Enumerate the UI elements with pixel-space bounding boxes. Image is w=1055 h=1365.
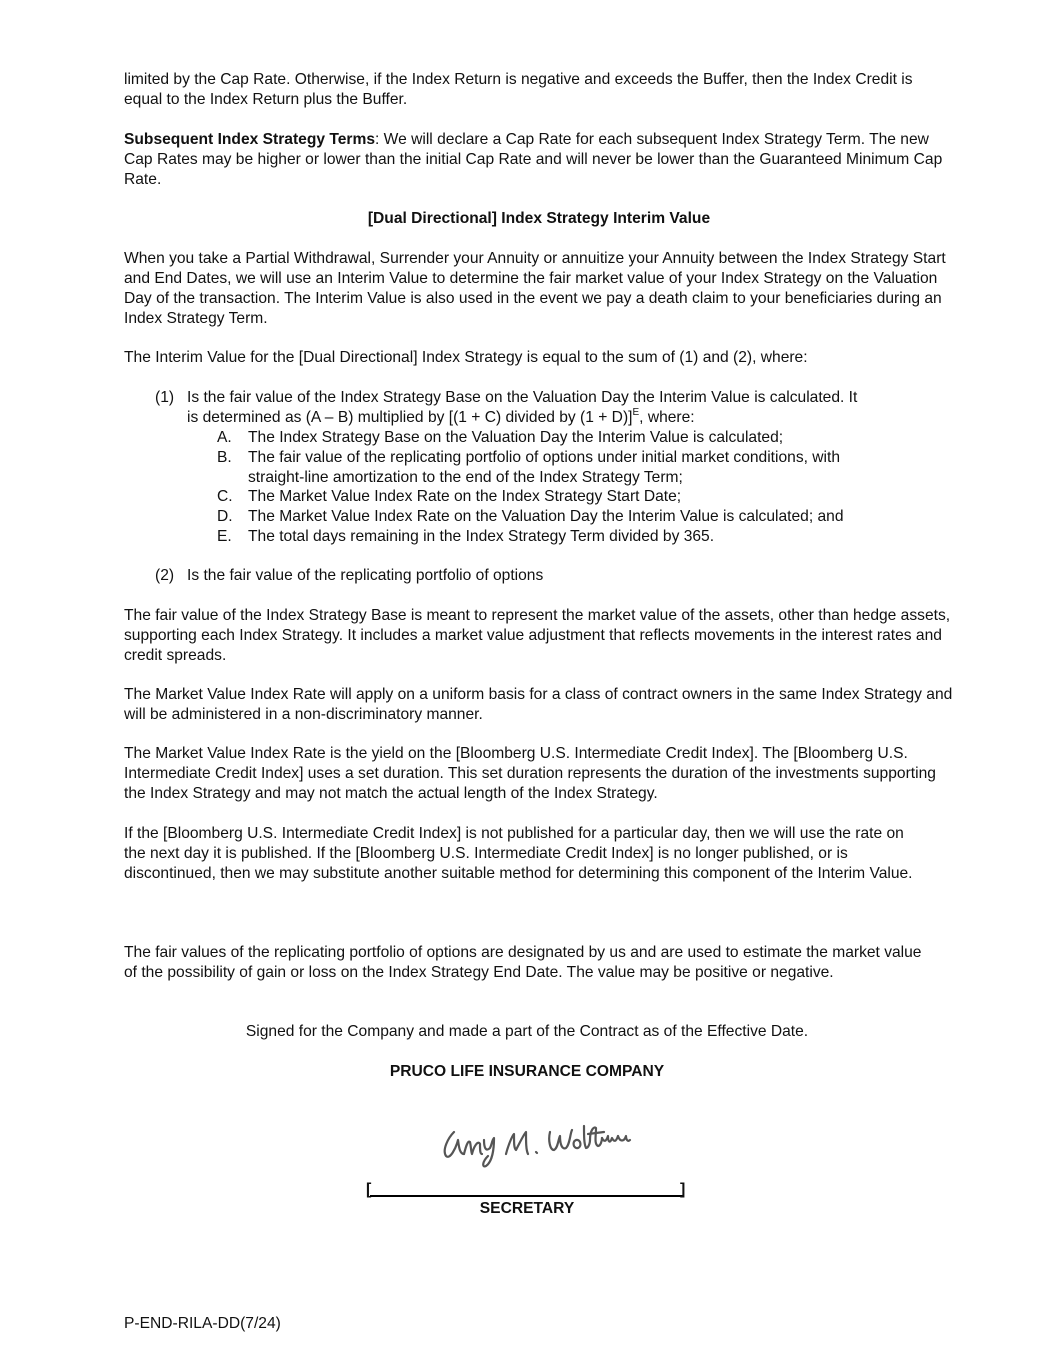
formula-exponent: E: [632, 406, 640, 418]
sub-item-text: The total days remaining in the Index Strategy Term divided by 365.: [248, 528, 715, 545]
subsequent-terms-text: : We will declare a Cap Rate for each subsequent Index Strategy Term. The new Cap Rates may be higher or lower than the initial Cap Rate and will never be lower than the Guaranteed Minimum Cap Rate.: [124, 131, 943, 188]
sub-item-letter: E.: [217, 528, 232, 545]
list-item-1-number: (1): [155, 389, 175, 406]
sub-item-text: The Market Value Index Rate on the Index Strategy Start Date;: [248, 488, 682, 505]
intro-paragraph: limited by the Cap Rate. Otherwise, if the Index Return is negative and exceeds the Buffer, then the Index Credit is equal to the Index Return plus the Buffer.: [124, 71, 913, 108]
formula-suffix: , where:: [639, 409, 695, 426]
sub-item-letter: C.: [217, 488, 233, 505]
list-item-1-line1: Is the fair value of the Index Strategy Base on the Valuation Day the Interim Value is calculated. It: [187, 389, 858, 406]
index-not-published-paragraph: If the [Bloomberg U.S. Intermediate Credit Index] is not published for a particular day, then we will use the rate on the next day it is published. If the [Bloomberg U.S. Intermediate Credit Index] is no longer published, or is discontinued, then we may substitute another suitable method for determining this component of the Interim Value.: [124, 825, 913, 882]
list-item-1-line2: [187, 408, 695, 428]
list-item-2-number: (2): [155, 567, 175, 584]
signatory-title: SECRETARY: [479, 1200, 575, 1217]
signature-line: [370, 1181, 684, 1197]
signature-bracket-close: ]: [680, 1181, 686, 1198]
interim-value-paragraph: When you take a Partial Withdrawal, Surrender your Annuity or annuitize your Annuity between the Index Strategy Start and End Dates, we will use an Interim Value to determine the fair market value of your Index Strategy on the Valuation Day of the transaction. The Interim Value is also used in the event we pay a death claim to your beneficiaries during an Index Strategy Term.: [124, 250, 946, 327]
index-rate-yield-paragraph: The Market Value Index Rate is the yield on the [Bloomberg U.S. Intermediate Credit Index]. The [Bloomberg U.S. Intermediate Credit Index] uses a set duration. This set duration represents the duration of the investments supporting the Index Strategy and may not match the actual length of the Index Strategy.: [124, 745, 936, 802]
sub-item-letter: B.: [217, 449, 232, 466]
sub-item-text: The Index Strategy Base on the Valuation Day the Interim Value is calculated;: [248, 429, 784, 446]
company-name: PRUCO LIFE INSURANCE COMPANY: [389, 1063, 665, 1080]
signature-image: [438, 1118, 634, 1170]
section-heading: [Dual Directional] Index Strategy Interim Value: [367, 210, 711, 227]
subsequent-terms-label: Subsequent Index Strategy Terms: [124, 131, 376, 148]
list-item-2-text: Is the fair value of the replicating portfolio of options: [187, 567, 544, 584]
options-fair-value-paragraph: The fair values of the replicating portfolio of options are designated by us and are used to estimate the market value of the possibility of gain or loss on the Index Strategy End Date. The value may be positive or negative.: [124, 944, 922, 981]
uniform-basis-paragraph: The Market Value Index Rate will apply on a uniform basis for a class of contract owners in the same Index Strategy and will be administered in a non-discriminatory manner.: [124, 686, 953, 723]
sub-item-letter: D.: [217, 508, 233, 525]
sub-item-text: The fair value of the replicating portfolio of options under initial market conditions, with: [248, 449, 841, 466]
sub-item-text-continued: straight-line amortization to the end of the Index Strategy Term;: [248, 469, 683, 486]
interim-sum-paragraph: The Interim Value for the [Dual Directional] Index Strategy is equal to the sum of (1) and (2), where:: [124, 349, 808, 366]
sub-item-text: The Market Value Index Rate on the Valuation Day the Interim Value is calculated; and: [248, 508, 844, 525]
signed-statement: Signed for the Company and made a part of the Contract as of the Effective Date.: [245, 1023, 809, 1040]
sub-item-letter: A.: [217, 429, 232, 446]
fair-value-paragraph: The fair value of the Index Strategy Base is meant to represent the market value of the assets, other than hedge assets, supporting each Index Strategy. It includes a market value adjustment that reflects movements in the interest rates and credit spreads.: [124, 607, 951, 664]
signature-bracket-open: [: [366, 1181, 372, 1198]
formula-text: is determined as (A – B) multiplied by [(1 + C) divided by (1 + D)]: [187, 409, 633, 426]
form-number: P-END-RILA-DD(7/24): [124, 1315, 281, 1332]
subsequent-terms-paragraph: [124, 130, 954, 190]
